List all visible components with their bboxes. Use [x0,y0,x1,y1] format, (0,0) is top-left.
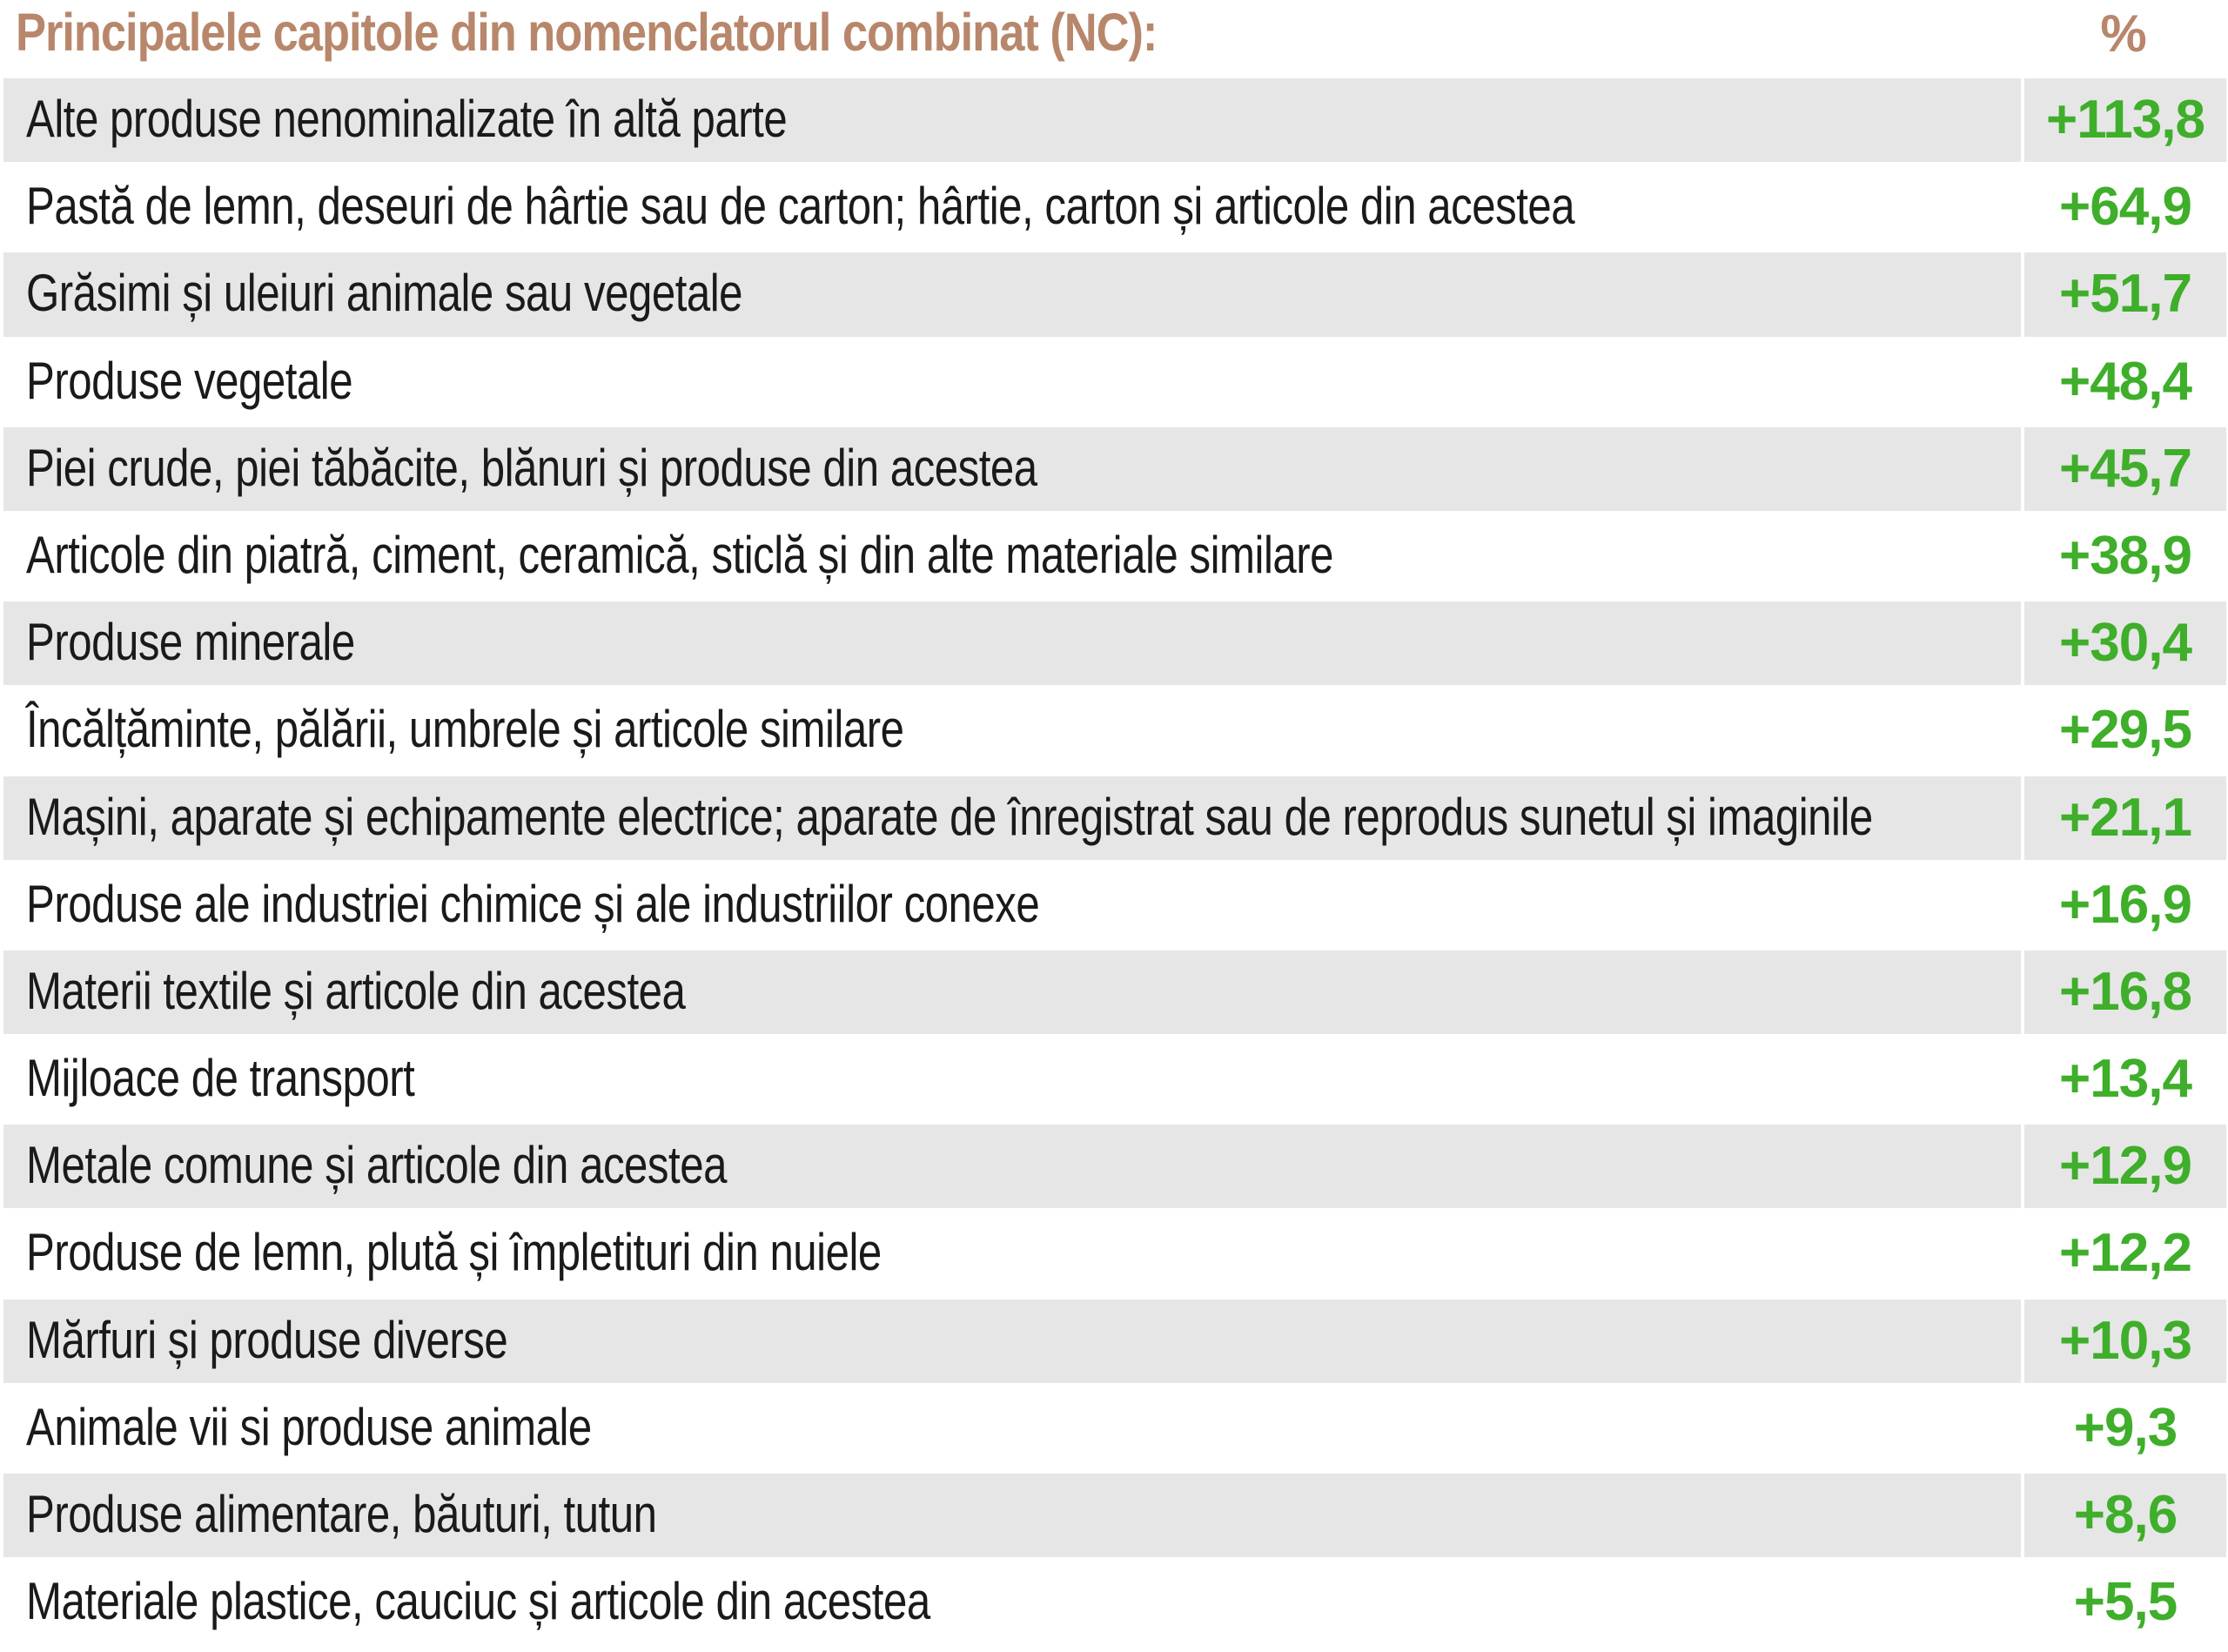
row-label-cell [3,1387,2021,1470]
row-label: Materii textile și articole din acestea [26,961,686,1020]
row-value: +9,3 [2073,1397,2178,1458]
row-label-cell [3,1474,2021,1557]
row-value: +29,5 [2059,700,2191,761]
column-divider [2021,78,2024,1652]
row-value-cell [2024,1038,2226,1121]
row-value-cell [2024,1561,2226,1644]
table-row [0,1561,2228,1648]
row-label: Alte produse nenominalizate în altă parte [26,90,788,148]
table-row [0,1038,2228,1125]
row-label: Animale vii si produse animale [26,1397,592,1456]
row-label-cell [3,1212,2021,1295]
row-label-cell [3,1299,2021,1383]
row-label-cell [3,776,2021,860]
table-header [0,0,2228,78]
row-value-cell [2024,863,2226,947]
row-label: Materiale plastice, cauciuc și articole din acestea [26,1572,930,1631]
table-row [0,950,2228,1038]
row-label: Încălțăminte, pălării, umbrele și articole similare [26,700,904,759]
row-value-cell [2024,1125,2226,1208]
table-row [0,427,2228,514]
row-value-cell [2024,78,2226,162]
row-label: Produse ale industriei chimice și ale industriilor conexe [26,874,1040,933]
row-value: +113,8 [2046,90,2205,150]
table-row [0,1125,2228,1212]
table-row [0,78,2228,165]
row-label-cell [3,1125,2021,1208]
table-row [0,514,2228,601]
row-value: +5,5 [2073,1572,2178,1633]
row-label: Produse vegetale [26,351,353,410]
row-label-cell [3,78,2021,162]
table-row [0,252,2228,339]
table-title: Principalele capitole din nomenclatorul combinat (NC): [16,3,1158,62]
row-label: Mijloace de transport [26,1049,415,1108]
row-label: Metale comune și articole din acestea [26,1136,727,1195]
row-label-cell [3,863,2021,947]
row-value-cell [2024,1299,2226,1383]
row-label-cell [3,950,2021,1034]
row-value: +10,3 [2059,1310,2191,1371]
row-value-cell [2024,601,2226,685]
row-value-cell [2024,688,2226,772]
row-label: Piei crude, piei tăbăcite, blănuri și produse din acestea [26,438,1037,497]
row-value-cell [2024,1387,2226,1470]
row-value: +21,1 [2059,787,2191,848]
table-row [0,1212,2228,1299]
row-label: Produse alimentare, băuturi, tutun [26,1485,657,1543]
row-label-cell [3,252,2021,336]
table-row [0,1299,2228,1387]
row-value-cell [2024,776,2226,860]
row-value: +38,9 [2059,525,2191,586]
table-row [0,1474,2228,1561]
row-value: +12,9 [2059,1136,2191,1197]
row-label: Produse de lemn, plută și împletituri din nuiele [26,1223,882,1282]
row-value-cell [2024,950,2226,1034]
table-row [0,601,2228,688]
table-row [0,340,2228,427]
row-value: +8,6 [2073,1485,2178,1545]
row-value: +51,7 [2059,264,2191,325]
row-value-cell [2024,340,2226,424]
table-body [0,78,2228,1648]
row-label-cell [3,340,2021,424]
row-label: Mărfuri și produse diverse [26,1310,508,1369]
row-label-cell [3,688,2021,772]
table-row [0,688,2228,776]
row-value: +45,7 [2059,438,2191,499]
row-label-cell [3,427,2021,511]
row-value: +48,4 [2059,351,2191,412]
row-value-cell [2024,1474,2226,1557]
row-value: +13,4 [2059,1049,2191,1110]
row-label-cell [3,165,2021,249]
row-label: Mașini, aparate și echipamente electrice; aparate de înregistrat sau de reprodus sunetul și imaginile [26,787,1873,846]
table-row [0,165,2228,252]
row-value: +16,9 [2059,874,2191,935]
row-value: +12,2 [2059,1223,2191,1284]
row-label: Produse minerale [26,613,355,672]
table-row [0,1387,2228,1474]
row-value-cell [2024,1212,2226,1295]
row-value-cell [2024,252,2226,336]
unit-column-header: % [2100,4,2147,63]
row-value-cell [2024,427,2226,511]
row-value: +16,8 [2059,961,2191,1022]
row-label-cell [3,1561,2021,1644]
row-label: Articole din piatră, ciment, ceramică, sticlă și din alte materiale similare [26,525,1334,584]
table-row [0,776,2228,863]
row-label: Pastă de lemn, deseuri de hârtie sau de carton; hârtie, carton și articole din acestea [26,177,1575,236]
row-value-cell [2024,514,2226,598]
row-label-cell [3,601,2021,685]
row-value: +30,4 [2059,613,2191,674]
row-value: +64,9 [2059,177,2191,238]
row-value-cell [2024,165,2226,249]
row-label: Grăsimi și uleiuri animale sau vegetale [26,264,743,323]
row-label-cell [3,1038,2021,1121]
table-row [0,863,2228,950]
row-label-cell [3,514,2021,598]
